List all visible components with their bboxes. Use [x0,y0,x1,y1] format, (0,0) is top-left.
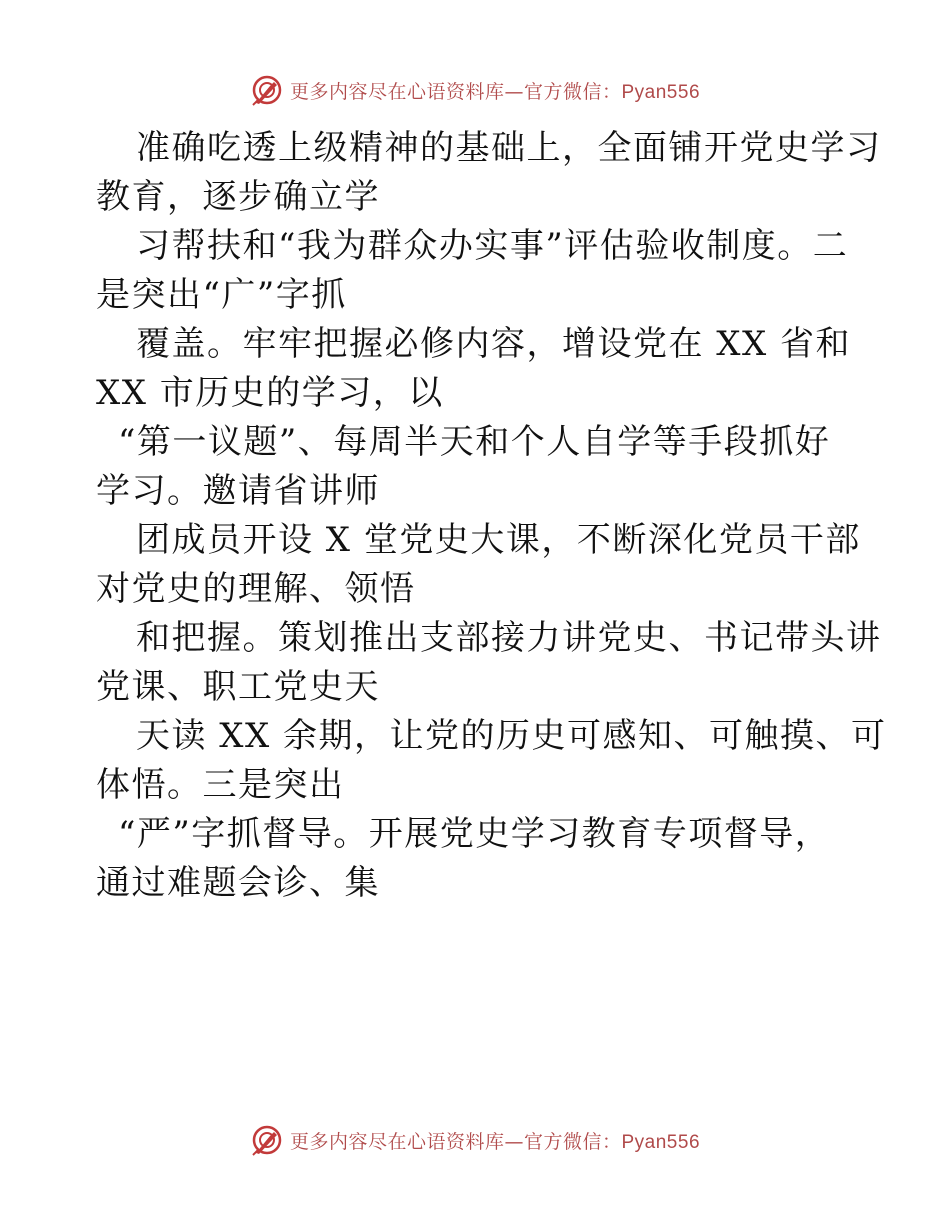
pen-logo-icon [250,1123,284,1157]
footer-banner-label: 更多内容尽在心语资料库—官方微信： [289,1130,622,1153]
header-banner-label: 更多内容尽在心语资料库—官方微信： [289,80,622,103]
pen-logo-icon [250,73,284,107]
body-line: 团成员开设 X 堂党史大课，不断深化党员干部 [136,520,861,560]
body-line: 通过难题会诊、集 [96,863,380,903]
body-line: “第一议题”、每周半天和个人自学等手段抓好 [118,422,831,462]
body-line: 习帮扶和“我为群众办实事”评估验收制度。二 [136,226,849,266]
body-line: 学习。邀请省讲师 [96,471,380,511]
body-line: 覆盖。牢牢把握必修内容，增设党在 XX 省和 [136,324,852,364]
document-body [96,124,887,908]
footer-banner-handle: Pyan556 [621,1131,701,1153]
body-line: 天读 XX 余期，让党的历史可感知、可触摸、可 [136,716,887,756]
body-line: 体悟。三是突出 [96,765,345,805]
body-line: 对党史的理解、领悟 [96,569,416,609]
body-line: 和把握。策划推出支部接力讲党史、书记带头讲 [136,618,882,658]
header-banner-text [290,77,700,104]
footer-banner [0,1120,950,1160]
header-banner [0,70,950,110]
header-banner-handle: Pyan556 [621,81,701,103]
footer-banner-text [290,1127,700,1154]
body-line: 党课、职工党史天 [96,667,380,707]
body-line: 是突出“广”字抓 [96,275,347,315]
body-line: 教育，逐步确立学 [96,177,380,217]
body-line: XX 市历史的学习，以 [96,373,444,413]
body-line: “严”字抓督导。开展党史学习教育专项督导， [118,814,831,854]
body-line: 准确吃透上级精神的基础上，全面铺开党史学习 [136,128,882,168]
